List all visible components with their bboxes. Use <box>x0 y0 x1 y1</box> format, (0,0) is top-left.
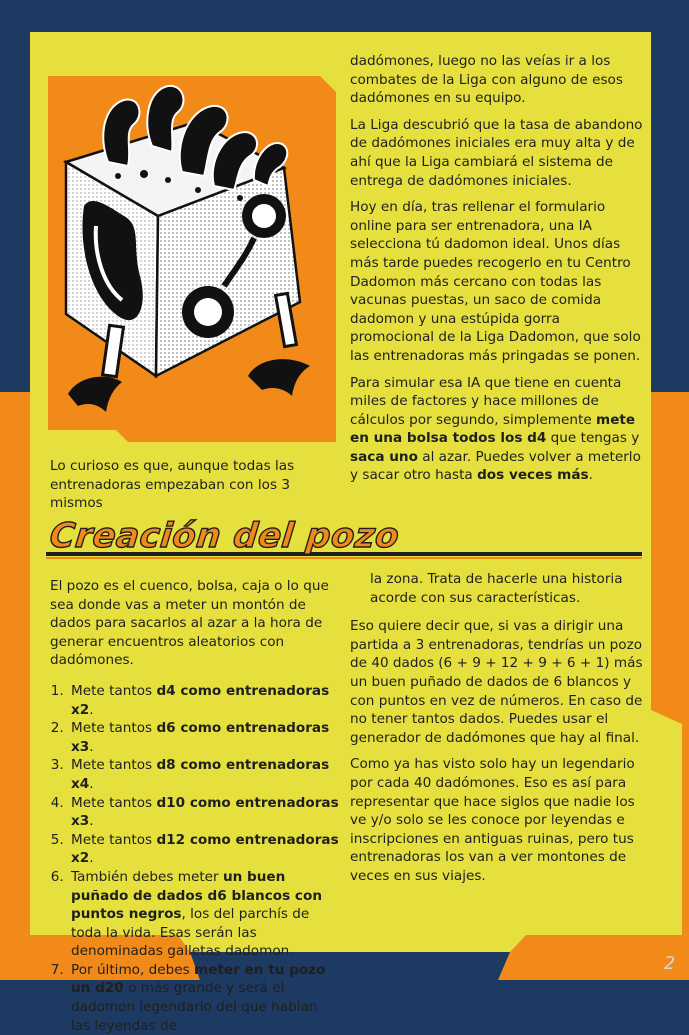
paragraph: Eso quiere decir que, si vas a dirigir una partida a 3 entrenadoras, tendrías un pozo de 40 dados (6 + 9 + 12 + 9 + 6 + 1) más un buen puñado de dados de 6 blancos y con puntos en vez de números. En caso de no tener tantos dados. Puedes usar el generador de dadómones que hay al final. <box>350 618 643 746</box>
page-number: 2 <box>664 953 675 974</box>
paragraph: La Liga descubrió que la tasa de abandono de dadómones iniciales era muy alta y de ahí que la Liga cambiará el sistema de entrega de dadómones iniciales. <box>350 116 643 189</box>
section-heading: Creación del pozo <box>47 516 402 556</box>
caption-text: Lo curioso es que, aunque todas las entrenadoras empezaban con los 3 mismos <box>50 458 295 512</box>
right-column <box>350 570 644 894</box>
left-column <box>50 577 340 1035</box>
list-item: 5. Mete tantos d12 como entrenadoras x2. <box>68 831 340 868</box>
list-item: 4. Mete tantos d10 como entrenadoras x3. <box>68 794 340 831</box>
list-item: 6. También debes meter un buen puñado de dados d6 blancos con puntos negros, los del parchís de toda la vida. Esas serán las denominadas galletas dadomon. <box>68 868 340 961</box>
paragraph: Para simular esa IA que tiene en cuenta miles de factores y hace millones de cálculos por segundo, simplemente mete en una bolsa todos los d4 que tengas y saca uno al azar. Puedes volver a meterlo y sacar otro hasta dos veces más. <box>350 374 641 484</box>
paragraph: dadómones, luego no las veías ir a los combates de la Liga con alguno de esos dadómones en su equipo. <box>350 53 623 107</box>
list-item: 2. Mete tantos d6 como entrenadoras x3. <box>68 719 340 756</box>
list-item: 1. Mete tantos d4 como entrenadoras x2. <box>68 682 340 719</box>
intro-paragraph: El pozo es el cuenco, bolsa, caja o lo que sea donde vas a meter un montón de dados para sacarlos al azar a la hora de generar encuentros aleatorios con dadómones. <box>50 578 329 669</box>
paragraph: Hoy en día, tras rellenar el formulario online para ser entrenadora, una IA selecciona tú dadomon ideal. Unos días más tarde puedes recogerlo en tu Centro Dadomon más cercano con todas las vacunas puestas, un saco de comida dadomon y una estúpida gorra promocional de la Liga Dadomon, que solo las entrenadoras más pringadas se ponen. <box>350 199 641 364</box>
dice-monster-illustration <box>48 76 336 450</box>
continued-paragraph: la zona. Trata de hacerle una historia acorde con sus características. <box>370 571 623 606</box>
list-item: 3. Mete tantos d8 como entrenadoras x4. <box>68 756 340 793</box>
intro-right-column <box>350 52 644 493</box>
steps-list <box>50 682 340 1035</box>
paragraph: Como ya has visto solo hay un legendario por cada 40 dadómones. Eso es así para representar que hace siglos que nadie los ve y/o solo se les conoce por leyendas e inscripciones en antiguas ruinas, pero tus entrenadoras los van a ver montones de veces en sus viajes. <box>350 756 635 884</box>
list-item: 7. Por último, debes meter en tu pozo un d20 o más grande y será el dadomon legendario del que hablan las leyendas de <box>68 961 340 1035</box>
